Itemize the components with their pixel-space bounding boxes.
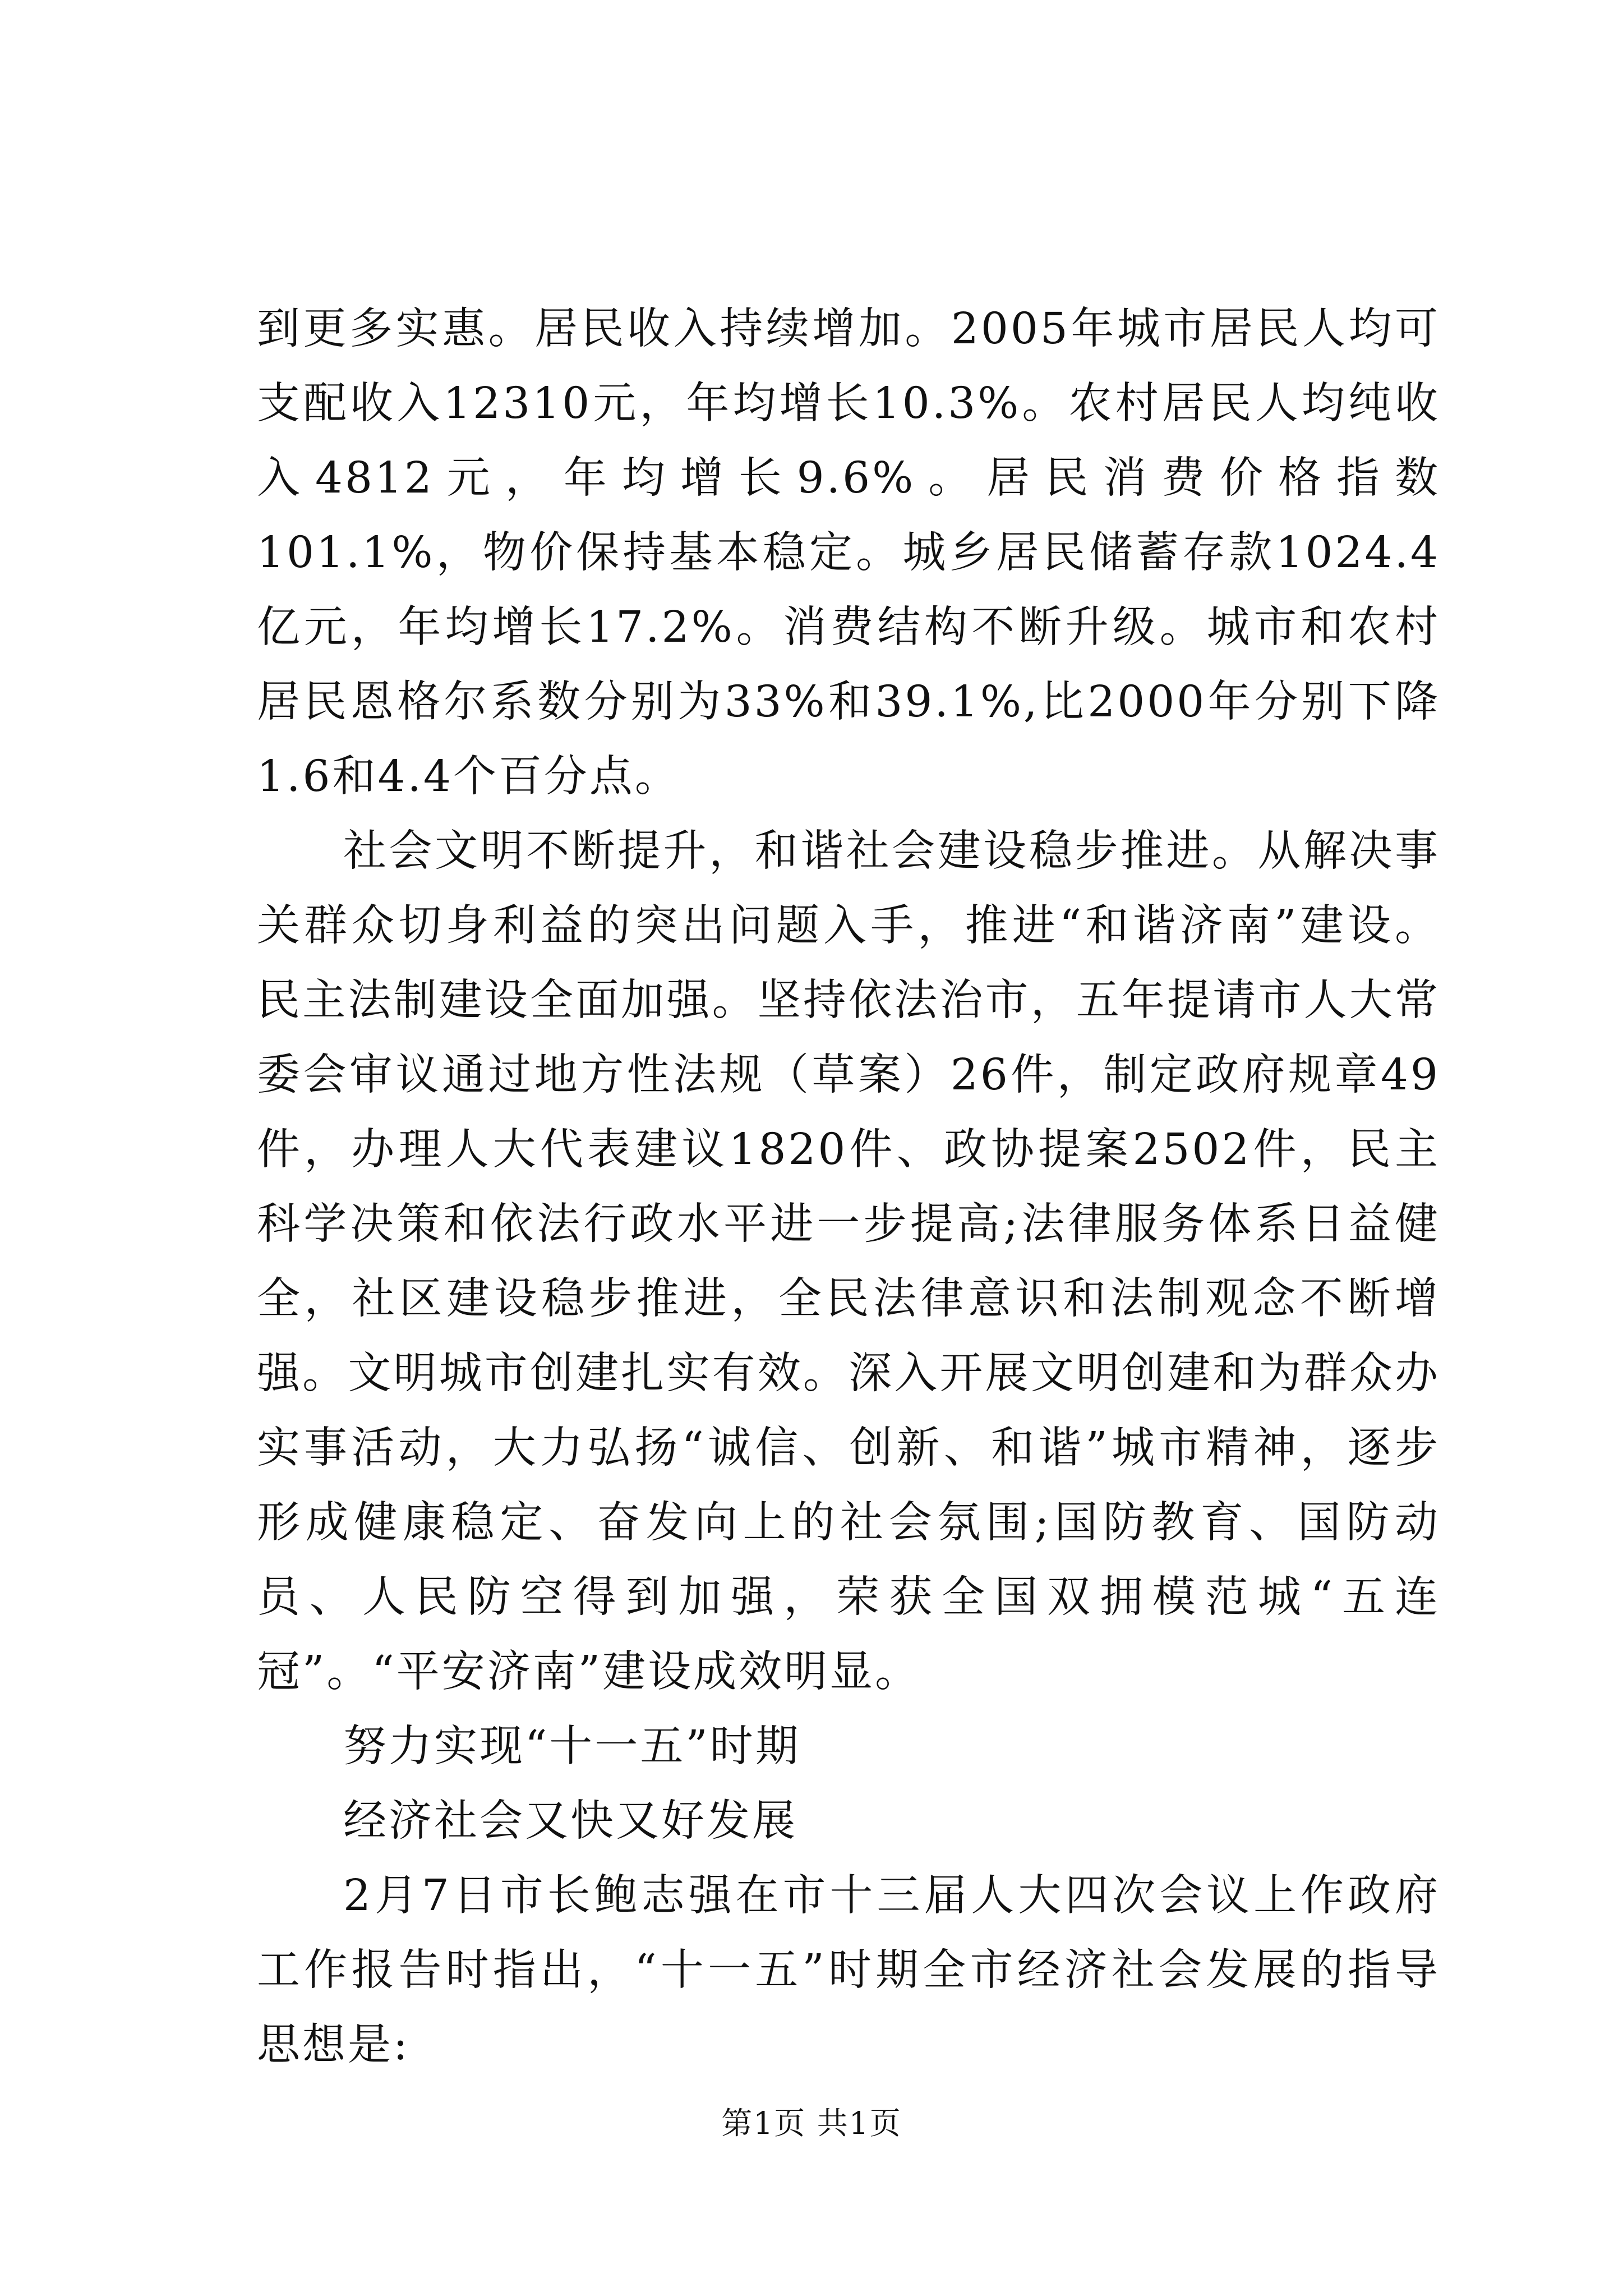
paragraph-guiding-thought: 2月7日市长鲍志强在市十三届人大四次会议上作政府工作报告时指出，“十一五”时期全市经济社会发展的指导思想是: <box>257 1871 1440 2070</box>
paragraph-social-civilization: 社会文明不断提升，和谐社会建设稳步推进。从解决事关群众切身利益的突出问题入手，推进“和谐济南”建设。民主法制建设全面加强。坚持依法治市，五年提请市人大常委会审议通过地方性法规（草案）26件，制定政府规章49件，办理人大代表建议1820件、政协提案2502件，民主科学决策和依法行政水平进一步提高;法律服务体系日益健全，社区建设稳步推进，全民法律意识和法制观念不断增强。文明城市创建扎实有效。深入开展文明创建和为群众办实事活动，大力弘扬“诚信、创新、和谐”城市精神，逐步形成健康稳定、奋发向上的社会氛围;国防教育、国防动员、人民防空得到加强，荣获全国双拥模范城“五连冠”。“平安济南”建设成效明显。 <box>257 826 1440 1697</box>
page-number-footer: 第1页 共1页 <box>721 2105 902 2141</box>
document-body <box>257 292 1440 2082</box>
paragraph-income: 到更多实惠。居民收入持续增加。2005年城市居民人均可支配收入12310元，年均增长10.3%。农村居民人均纯收入4812元，年均增长9.6%。居民消费价格指数101.1%，物价保持基本稳定。城乡居民储蓄存款1024.4亿元，年均增长17.2%。消费结构不断升级。城市和农村居民恩格尔系数分别为33%和39.1%,比2000年分别下降1.6和4.4个百分点。 <box>257 304 1440 802</box>
section-heading-line-2: 经济社会又快又好发展 <box>343 1796 797 1846</box>
section-heading-line-1: 努力实现“十一五”时期 <box>343 1722 801 1772</box>
